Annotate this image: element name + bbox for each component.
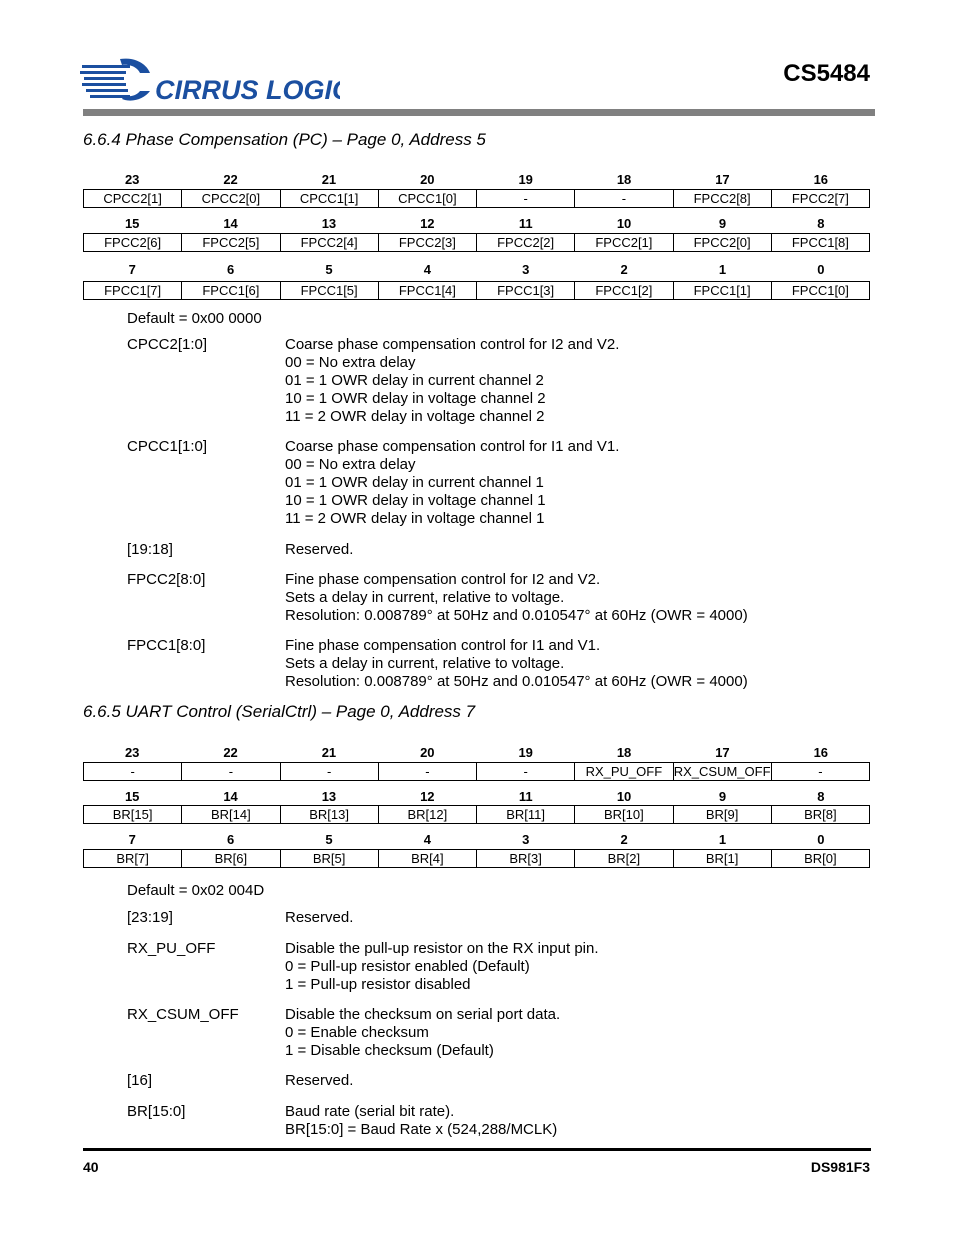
description-line: 10 = 1 OWR delay in voltage channel 2: [285, 390, 546, 407]
register-bit-cell: BR[3]: [477, 850, 575, 868]
field-name: [23:19]: [127, 909, 173, 926]
register-bit-cell: -: [477, 190, 575, 208]
bit-number: 21: [321, 745, 337, 760]
description-line: 01 = 1 OWR delay in current channel 2: [285, 372, 544, 389]
bit-number: 6: [226, 262, 235, 277]
bit-number: 12: [420, 216, 435, 231]
field-description: [285, 940, 875, 994]
bit-number-row: [83, 789, 870, 804]
register-bit-cell: FPCC1[6]: [182, 282, 280, 300]
description-line: Reserved.: [285, 541, 354, 558]
bit-number: 22: [223, 172, 238, 187]
bit-number: 8: [817, 216, 825, 231]
bit-number: 8: [817, 789, 825, 804]
document-id: DS981F3: [810, 1159, 870, 1175]
description-line: Fine phase compensation control for I1 and V1.: [285, 637, 601, 654]
product-title: CS5484: [783, 60, 870, 87]
register-row: [83, 849, 870, 868]
description-line: 1 = Disable checksum (Default): [285, 1042, 494, 1059]
bit-number: 9: [718, 789, 727, 804]
bit-number: 7: [128, 262, 136, 277]
bit-number: 19: [518, 745, 533, 760]
field-name: FPCC1[8:0]: [127, 637, 206, 654]
register-bit-cell: BR[10]: [575, 806, 673, 824]
bit-number: 20: [420, 172, 435, 187]
bit-number: 16: [813, 172, 829, 187]
bit-number: 23: [124, 745, 140, 760]
field-description: [285, 571, 875, 625]
register-bit-cell: BR[0]: [771, 850, 869, 868]
description-line: 0 = Pull-up resistor enabled (Default): [285, 958, 530, 975]
field-description: [285, 1103, 875, 1139]
register-bit-cell: -: [771, 763, 869, 781]
bit-number-row: [83, 216, 870, 231]
description-line: Sets a delay in current, relative to voltage.: [285, 589, 565, 606]
field-description: [285, 438, 875, 528]
register-bit-cell: BR[14]: [182, 806, 280, 824]
register-bit-cell: CPCC2[0]: [182, 190, 280, 208]
register-bit-cell: FPCC2[6]: [84, 234, 182, 252]
description-line: Reserved.: [285, 909, 354, 926]
field-description: [285, 909, 875, 927]
bit-number: 10: [616, 216, 632, 231]
description-line: Fine phase compensation control for I2 and V2.: [285, 571, 601, 588]
description-line: Resolution: 0.008789° at 50Hz and 0.010547° at 60Hz (OWR = 4000): [285, 607, 748, 624]
description-line: 00 = No extra delay: [285, 456, 416, 473]
register-bit-cell: FPCC2[5]: [182, 234, 280, 252]
bit-number: 13: [321, 789, 337, 804]
description-line: Baud rate (serial bit rate).: [285, 1103, 455, 1120]
register-bit-cell: BR[13]: [280, 806, 378, 824]
page-number: 40: [83, 1159, 99, 1175]
description-line: Resolution: 0.008789° at 50Hz and 0.010547° at 60Hz (OWR = 4000): [285, 673, 748, 690]
register-bit-cell: BR[4]: [378, 850, 476, 868]
description-line: Coarse phase compensation control for I2 and V2.: [285, 336, 620, 353]
register-bit-cell: BR[9]: [673, 806, 771, 824]
register-bit-cell: RX_PU_OFF: [575, 763, 673, 781]
register-bit-cell: BR[12]: [378, 806, 476, 824]
bit-number: 19: [518, 172, 533, 187]
register-bit-cell: CPCC2[1]: [84, 190, 182, 208]
description-line: Disable the pull-up resistor on the RX input pin.: [285, 940, 599, 957]
cirrus-logic-logo: [80, 55, 340, 107]
register-bit-cell: FPCC2[7]: [771, 190, 869, 208]
bit-number: 1: [718, 832, 727, 847]
field-name: [16]: [127, 1072, 153, 1089]
register-bit-cell: FPCC1[5]: [280, 282, 378, 300]
field-name: [19:18]: [127, 541, 173, 558]
bit-number: 14: [223, 789, 238, 804]
default-value: Default = 0x00 0000: [127, 310, 262, 327]
register-bit-cell: CPCC1[1]: [280, 190, 378, 208]
field-description: [285, 336, 875, 426]
register-bit-cell: BR[6]: [182, 850, 280, 868]
bit-number: 0: [817, 262, 825, 277]
bit-number: 9: [718, 216, 727, 231]
bit-number: 18: [616, 172, 632, 187]
register-bit-cell: BR[5]: [280, 850, 378, 868]
register-row: [83, 233, 870, 252]
field-name: BR[15:0]: [127, 1103, 186, 1120]
register-bit-cell: FPCC2[3]: [378, 234, 476, 252]
register-bit-cell: FPCC1[0]: [771, 282, 869, 300]
register-bit-cell: -: [575, 190, 673, 208]
footer-divider: [83, 1148, 871, 1151]
field-description: [285, 1072, 875, 1090]
bit-number: 17: [715, 745, 730, 760]
bit-number: 4: [423, 832, 431, 847]
bit-number: 21: [321, 172, 337, 187]
register-bit-cell: BR[7]: [84, 850, 182, 868]
register-bit-cell: FPCC2[2]: [477, 234, 575, 252]
register-bit-cell: RX_CSUM_OFF: [673, 764, 771, 779]
field-description: [285, 1006, 875, 1060]
description-line: BR[15:0] = Baud Rate x (524,288/MCLK): [285, 1121, 558, 1138]
bit-number: 17: [715, 172, 730, 187]
register-bit-cell: FPCC1[2]: [575, 282, 673, 300]
bit-number: 12: [420, 789, 435, 804]
description-line: Coarse phase compensation control for I1 and V1.: [285, 438, 620, 455]
bit-number-row: [83, 832, 870, 847]
register-bit-cell: FPCC1[3]: [477, 282, 575, 300]
bit-number: 14: [223, 216, 238, 231]
register-bit-cell: FPCC1[7]: [84, 282, 182, 300]
bit-number: 15: [124, 216, 140, 231]
bit-number: 3: [522, 832, 530, 847]
bit-number: 0: [817, 832, 825, 847]
section-title-phase-compensation: 6.6.4 Phase Compensation (PC) – Page 0, Address 5: [83, 130, 486, 149]
header-divider: [83, 109, 875, 116]
bit-number: 16: [813, 745, 829, 760]
bit-number: 11: [518, 216, 533, 231]
register-row: [83, 805, 870, 824]
register-bit-cell: BR[15]: [84, 806, 182, 824]
bit-number: 23: [124, 172, 140, 187]
register-bit-cell: BR[2]: [575, 850, 673, 868]
field-name: RX_PU_OFF: [127, 940, 216, 957]
bit-number: 7: [128, 832, 136, 847]
bit-number: 18: [616, 745, 632, 760]
register-row: [83, 762, 870, 781]
register-bit-cell: BR[11]: [477, 806, 575, 824]
bit-number-row: [83, 262, 870, 277]
register-bit-cell: FPCC1[1]: [673, 282, 771, 300]
description-line: 10 = 1 OWR delay in voltage channel 1: [285, 492, 546, 509]
bit-number: 1: [718, 262, 727, 277]
description-line: 00 = No extra delay: [285, 354, 416, 371]
register-bit-cell: FPCC2[8]: [673, 190, 771, 208]
bit-number: 11: [518, 789, 533, 804]
register-bit-cell: -: [84, 763, 182, 781]
register-bit-cell: CPCC1[0]: [378, 190, 476, 208]
field-description: [285, 541, 875, 559]
description-line: Reserved.: [285, 1072, 354, 1089]
register-bit-cell: FPCC2[0]: [673, 234, 771, 252]
description-line: 11 = 2 OWR delay in voltage channel 2: [285, 408, 545, 425]
field-name: FPCC2[8:0]: [127, 571, 206, 588]
register-bit-cell: FPCC2[1]: [575, 234, 673, 252]
description-line: Sets a delay in current, relative to voltage.: [285, 655, 565, 672]
bit-number: 2: [620, 832, 628, 847]
bit-number: 10: [616, 789, 632, 804]
logo-wordmark: CIRRUS LOGIC: [155, 75, 340, 105]
description-line: 11 = 2 OWR delay in voltage channel 1: [285, 510, 545, 527]
description-line: Disable the checksum on serial port data.: [285, 1006, 561, 1023]
bit-number: 6: [226, 832, 235, 847]
register-bit-cell: FPCC1[8]: [771, 234, 869, 252]
bit-number: 20: [420, 745, 435, 760]
description-line: 01 = 1 OWR delay in current channel 1: [285, 474, 544, 491]
register-bit-cell: FPCC2[4]: [280, 234, 378, 252]
description-line: 0 = Enable checksum: [285, 1024, 429, 1041]
register-bit-cell: -: [182, 763, 280, 781]
description-line: 1 = Pull-up resistor disabled: [285, 976, 471, 993]
register-bit-cell: BR[8]: [771, 806, 869, 824]
bit-number-row: [83, 745, 870, 760]
field-description: [285, 637, 875, 691]
register-row: [83, 189, 870, 208]
bit-number-row: [83, 172, 870, 187]
bit-number: 4: [423, 262, 431, 277]
register-bit-cell: -: [280, 763, 378, 781]
register-bit-cell: -: [477, 763, 575, 781]
field-name: CPCC2[1:0]: [127, 336, 208, 353]
default-value: Default = 0x02 004D: [127, 882, 265, 899]
register-row: [83, 281, 870, 300]
bit-number: 2: [620, 262, 628, 277]
bit-number: 15: [124, 789, 140, 804]
bit-number: 5: [325, 832, 333, 847]
register-bit-cell: FPCC1[4]: [378, 282, 476, 300]
bit-number: 3: [522, 262, 530, 277]
bit-number: 22: [223, 745, 238, 760]
field-name: CPCC1[1:0]: [127, 438, 208, 455]
section-title-uart-control: 6.6.5 UART Control (SerialCtrl) – Page 0, Address 7: [83, 702, 476, 721]
field-name: RX_CSUM_OFF: [127, 1006, 239, 1023]
bit-number: 5: [325, 262, 333, 277]
register-bit-cell: BR[1]: [673, 850, 771, 868]
bit-number: 13: [321, 216, 337, 231]
register-bit-cell: -: [378, 763, 476, 781]
